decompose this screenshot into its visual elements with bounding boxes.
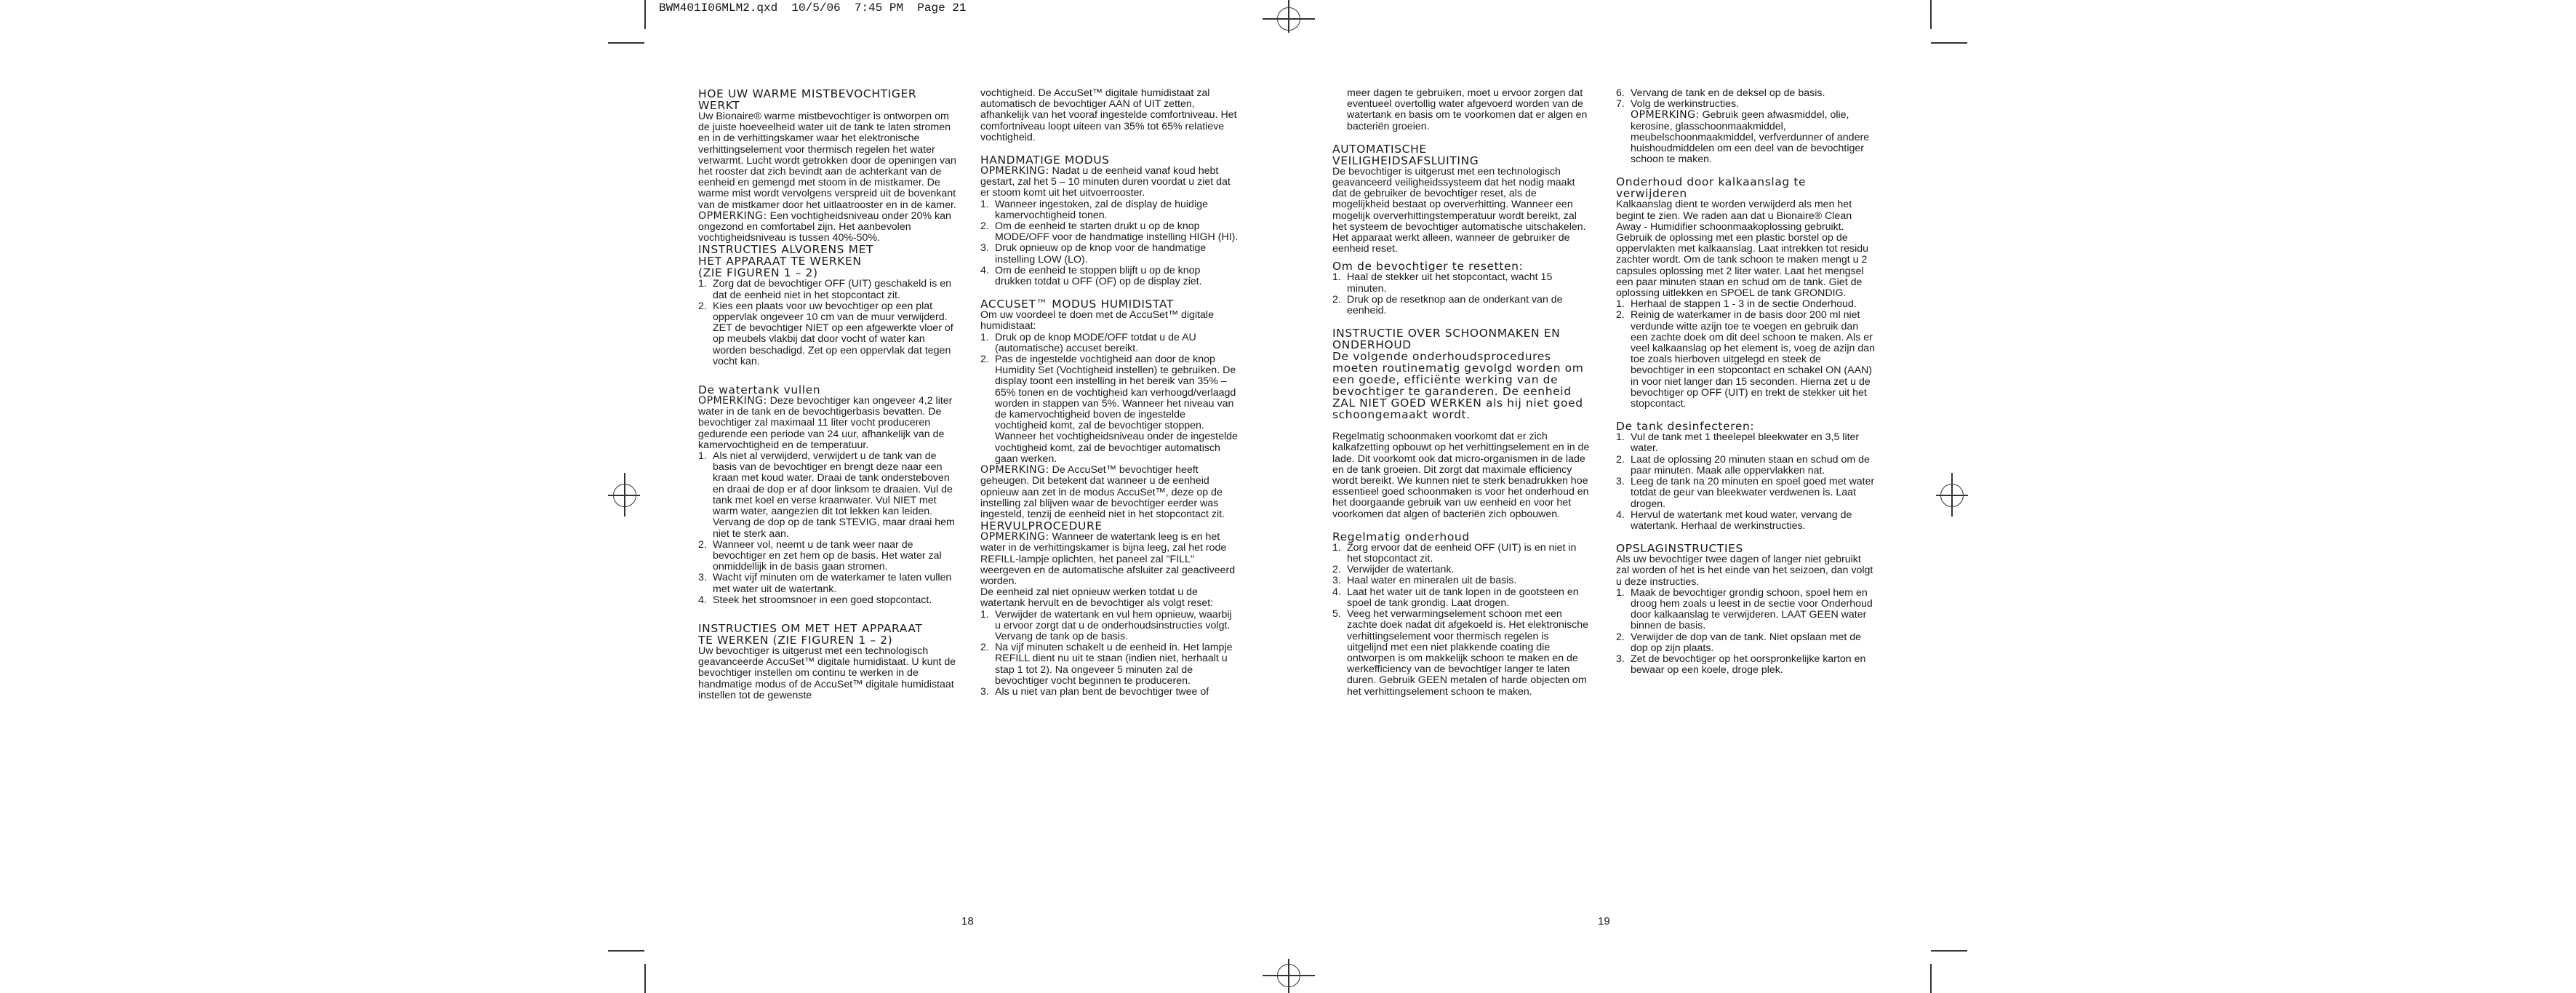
list-item: 1. Verwijder de watertank en vul hem opnieuw, waarbij u ervoor zorgt dat u de onderhoudsinstructies volgt. Vervang de tank op de basis. [980,608,1232,642]
list-item: 1. Herhaal de stappen 1 - 3 in de sectie Onderhoud. [1616,298,1857,311]
paragraph: Uw Bionaire® warme mistbevochtiger is ontworpen om de juiste hoeveelheid water uit de tank te laten stromen en in de verhittingskamer waar het elektronische verhittingselement voor thermisch regelen het water verwarmt. Lucht wordt getrokken door de openingen van het rooster dat zich bevindt aan de achterkant van de eenheid en gemengd met stoom in de mistkamer. De warme mist wordt vervolgens verspreid uit de bovenkant van de mistkamer door het uitlaatrooster en in de kamer. [698,111,956,211]
list-item: 2. Pas de ingestelde vochtigheid aan door de knop Humidity Set (Vochtigheid instellen) te gebruiken. De display toont een instelling in het bereik van 35% – 65% tonen en de vochtigheid kan verhoogd/verlaagd worden in stappen van 5%. Wanneer het niveau van de kamervochtigheid boven de ingestelde vochtigheid komt, zal de bevochtiger stoppen. Wanneer het vochtigheidsniveau onder de ingestelde vochtigheid komt, zal de bevochtiger automatisch gaan werken. [980,354,1238,465]
list-accuset [980,332,1239,465]
note-text: Gebruik geen afwasmiddel, olie, kerosine, glasschoonmaakmiddel, meubelschoonmaakmiddel, verfverdunner of andere huishoudmiddelen om een deel van de bevochtiger schoon te maken. [1631,109,1870,166]
crop-mark [608,950,644,952]
note-text: Een vochtigheidsniveau onder 20% kan ongezond en comfortabel zijn. Het aanbevolen vochtigheidsniveau is tussen 40%-50%. [698,210,951,244]
list-item: 2. Laat de oplossing 20 minuten staan en schud om de paar minuten. Maak alle oppervlakken nat. [1616,453,1870,476]
list-item: 4. Hervul de watertank met koud water, vervang de watertank. Herhaal de werkinstructies. [1616,509,1852,532]
note [1616,110,1875,165]
heading-disinfect: De tank desinfecteren: [1616,420,1755,434]
list-item: 3. Zet de bevochtiger op het oorspronkelijke karton en bewaar op een koele, droge plek. [1616,653,1866,677]
crop-mark [1930,964,1932,993]
paragraph: meer dagen te gebruiken, moet u ervoor zorgen dat eventueel overtollig water afgevoerd worden van de watertank en basis om te voorkomen dat er algen en bacteriën groeien. [1347,87,1588,132]
list-item: 1. Vul de tank met 1 theelepel bleekwater en 3,5 liter water. [1616,431,1860,455]
list-item: 2. Verwijder de dop van de tank. Niet opslaan met de dop op zijn plaats. [1616,631,1862,654]
paragraph: Als uw bevochtiger twee dagen of langer niet gebruikt zal worden of het is het einde van het seizoen, dan volgt u deze instructies. [1616,554,1873,588]
list-item: 1. Als niet al verwijderd, verwijdert u de tank van de basis van de bevochtiger en brengt deze naar een kraan met koud water. Draai de tank ondersteboven en draai de dop er af door linksom te draaien. Vul de tank met koel en verse kraanwater. Vul NIET met warm water, aangezien dit tot lekken kan leiden. Vervang de dop op de tank STEVIG, maar draai hem niet te sterk aan. [698,450,955,540]
list-item: 2. Kies een plaats voor uw bevochtiger op een plat oppervlak ongeveer 10 cm van de muur verwijderd. ZET de bevochtiger NIET op een afgewerkte vloer of op meubels vlakbij dat door vocht of water kan worden beschadigd. Zet op een oppervlak dat tegen vocht kan. [698,300,953,367]
heading-descaling: Onderhoud door kalkaanslag te verwijderen [1616,175,1807,201]
heading-storage: OPSLAGINSTRUCTIES [1616,542,1744,556]
list-item: 3. Haal water en mineralen uit de basis. [1332,575,1517,587]
list-item: 2. Reinig de waterkamer in de basis door 200 ml niet verdunde witte azijn toe te voegen en gebruik dan een zachte doek om dit deel schoon te maken. Als er veel kalkaanslag op het element is, voeg de azijn dan toe zoals hierboven uitgelegd en steek de bevochtiger in een stopcontact en schakel ON (AAN) in voor niet langer dan 15 seconden. Hierna zet u de bevochtiger op OFF (UIT) en trekt de stekker uit het stopcontact. [1616,309,1875,410]
list-storage [1616,588,1875,677]
paragraph: vochtigheid. De AccuSet™ digitale humidistaat zal automatisch de bevochtiger AAN of UIT zetten, afhankelijk van het vooraf ingestelde comfortniveau. Het comfortniveau loopt uiteen van 35% tot 65% relatieve vochtigheid. [980,87,1237,143]
crop-mark [1931,950,1967,952]
note [980,166,1239,199]
list-disinfect [1616,432,1875,532]
list-item: 3. Wacht vijf minuten om de waterkamer te laten vullen met water uit de watertank. [698,572,952,595]
heading-before-use: INSTRUCTIES ALVORENS MET HET APPARAAT TE WERKEN (ZIE FIGUREN 1 – 2) [698,243,874,280]
list-item: 1. Zorg dat de bevochtiger OFF (UIT) geschakeld is en dat de eenheid niet in het stopcontact zit. [698,278,952,301]
list-item: 6. Vervang de tank en de deksel op de basis. [1616,87,1825,99]
list-item: 7. Volg de werkinstructies. [1616,98,1740,111]
page-number-right: 19 [1598,915,1610,928]
heading-operating: INSTRUCTIES OM MET HET APPARAAT TE WERKEN (ZIE FIGUREN 1 – 2) [698,621,923,647]
list-item: 1. Maak de bevochtiger grondig schoon, spoel hem en droog hem zoals u leest in de sectie voor Onderhoud door kalkaanslag te verwijderen. LAAT GEEN water binnen de basis. [1616,586,1873,632]
paragraph: Uw bevochtiger is uitgerust met een technologisch geavanceerde AccuSet™ digitale humidistaat. U kunt de bevochtiger instellen om continu te werken in de handmatige modus of de AccuSet™ digitale humidistaat instellen tot de gewenste [698,645,956,701]
note-text: Nadat u de eenheid vanaf koud hebt gestart, zal het 5 – 10 minuten duren voordat u ziet dat er stoom komt uit het uitvoerrooster. [980,165,1231,199]
crop-mark [1930,0,1932,29]
paragraph: Kalkaanslag dient te worden verwijderd als men het begint te zien. We raden aan dat u Bionaire® Clean Away - Humidifier schoonmaakoplossing gebruikt. Gebruik de oplossing met een plastic borstel op de oppervlakten met kalkaanslag. Laat intrekken tot residu zachter wordt. Om de tank schoon te maken mengt u 2 capsules oplossing met 2 liter water. Laat het mengsel een paar minuten staan en schud om de tank. Giet de oplossing uitlekken en SPOEL de tank GRONDIG. [1616,199,1869,300]
list-descaling [1616,299,1875,410]
file-slug: BWM401I06MLM2.qxd 10/5/06 7:45 PM Page 21 [659,1,967,15]
note-label: OPMERKING: [980,531,1049,543]
crop-mark [644,964,646,993]
note [698,211,957,244]
note-text: Wanneer de watertank leeg is en het water in de verhittingskamer is bijna leeg, zal het rode REFILL-lampje oplichten, het paneel zal "FILL" weergeven en de automatische afsluiter zal geactiveerd worden. [980,531,1236,587]
list-item: 5. Veeg het verwarmingselement schoon met een zachte doek nadat dit afgekoeld is. Het elektronische verhittingselement voor thermisch regelen is uitgelijnd met een niet plakkende coating die ontworpen is om makkelijk schoon te maken en de werkefficiency van de bevochtiger langer te laten duren. Gebruik GEEN metalen of harde objecten om het verhittingselement schoon te maken. [1332,608,1589,698]
list-continued [1616,88,1875,110]
note-label: OPMERKING: [698,395,767,407]
list-maintenance [1332,543,1591,698]
column-3 [1332,88,1591,698]
list-item: 2. Verwijder de watertank. [1332,564,1455,576]
crop-mark [1931,42,1967,44]
list-item: 1. Wanneer ingestoken, zal de display de huidige kamervochtigheid tonen. [980,198,1208,221]
heading-manual-mode: HANDMATIGE MODUS [980,153,1110,167]
paragraph: Regelmatig schoonmaken voorkomt dat er zich kalkafzetting opbouwt op het verhittingselement en in de lade. Dit voorkomt ook dat micro-organismen in de lade en de tank groeien. Dit zorgt dat maximale efficiency wordt bereikt. We kunnen niet te sterk benadrukken hoe essentieel goed schoonmaken is voor het onderhoud en het doorgaande gebruik van uw eenheid en voor het voorkomen dat algen of bacteriën zich opbouwen. [1332,431,1590,520]
cleaning-intro: De volgende onderhoudsprocedures moeten routinematig gevolgd worden om een goede, efficiënte werking van de bevochtiger te garanderen. De eenheid ZAL NIET GOED WERKEN als hij niet goed schoongemaakt wordt. [1332,350,1584,422]
page-number-left: 18 [961,915,974,928]
list-item: 4. Om de eenheid te stoppen blijft u op de knop drukken totdat u OFF (OF) op de display ziet. [980,264,1202,288]
note-label: OPMERKING: [698,210,767,222]
list-item: 3. Leeg de tank na 20 minuten en spoel goed met water totdat de geur van bleekwater verdwenen is. Laat drogen. [1616,476,1875,510]
crop-mark [644,0,646,29]
heading-accuset-mode: ACCUSET™ MODUS HUMIDISTAT [980,298,1174,311]
heading-refill: HERVULPROCEDURE [980,519,1103,533]
note [980,532,1239,587]
note [698,396,957,451]
list-item: 3. Als u niet van plan bent de bevochtiger twee of [980,685,1209,698]
heading-reset: Om de bevochtiger te resetten: [1332,260,1524,274]
heading-fill-tank: De watertank vullen [698,383,821,397]
column-1 [698,88,957,701]
heading-auto-shutoff: AUTOMATISCHE VEILIGHEIDSAFSLUITING [1332,142,1479,167]
list-before-use [698,279,957,367]
list-item: 2. Om de eenheid te starten drukt u op de knop MODE/OFF voor de handmatige instelling HIGH (HI). [980,220,1239,244]
note [980,465,1239,520]
note-text: Deze bevochtiger kan ongeveer 4,2 liter water in de tank en de bevochtigerbasis bevatten. De bevochtiger zal maximaal 11 liter vocht produceren gedurende een periode van 24 uur, afhankelijk van de kamervochtigheid en de temperatuur. [698,395,953,451]
note-text: De AccuSet™ bevochtiger heeft geheugen. Dit betekent dat wanneer u de eenheid opnieuw aan zet in de modus AccuSet™, deze op de instelling zal blijven waar de bevochtiger eerder was ingesteld, tenzij de eenheid niet in het stopcontact zit. [980,464,1225,520]
heading-how-it-works: HOE UW WARME MISTBEVOCHTIGER WERKT [698,87,917,112]
list-item: 4. Steek het stroomsnoer in een goed stopcontact. [698,594,932,606]
list-item: 1. Druk op de knop MODE/OFF totdat u de AU (automatische) accuset bereikt. [980,331,1196,354]
list-item: 2. Druk op de resetknop aan de onderkant van de eenheid. [1332,293,1563,317]
list-item: 1. Haal de stekker uit het stopcontact, wacht 15 minuten. [1332,271,1553,295]
note-label: OPMERKING: [1631,109,1700,121]
list-item: 2. Wanneer vol, neemt u de tank weer naar de bevochtiger en zet hem op de basis. Het water zal onmiddellijk in de basis gaan stromen. [698,538,942,573]
column-4 [1616,88,1875,676]
note-label: OPMERKING: [980,464,1049,476]
list-refill [980,610,1239,698]
paragraph: De bevochtiger is uitgerust met een technologisch geavanceerd veiligheidssysteem dat het nodig maakt dat de gebruiker de bevochtiger reset, als de mogelijkheid bestaat op oververhitting. Wanneer een mogelijk oververhittingstemperatuur wordt bereikt, zal het systeem de bevochtiger automatische uitschakelen. [1332,165,1586,233]
paragraph: De eenheid zal niet opnieuw werken totdat u de watertank hervult en de bevochtiger als volgt reset: [980,586,1214,610]
crop-mark [608,42,644,44]
list-item: 3. Druk opnieuw op de knop voor de handmatige instelling LOW (LO). [980,242,1207,266]
list-fill-tank [698,451,957,606]
list-item: 1. Zorg ervoor dat de eenheid OFF (UIT) is en niet in het stopcontact zit. [1332,541,1577,565]
list-reset [1332,272,1591,316]
heading-regular-maintenance: Regelmatig onderhoud [1332,530,1470,543]
note-label: OPMERKING: [980,165,1049,178]
column-2 [980,88,1239,698]
list-item: 2. Na vijf minuten schakelt u de eenheid in. Het lampje REFILL dient nu uit te staan (indien niet, herhaalt u stap 1 tot 2). Na ongeveer 5 minuten zal de bevochtiger vocht beginnen te produceren. [980,642,1233,687]
paragraph: Om uw voordeel te doen met de AccuSet™ digitale humidistaat: [980,309,1214,332]
list-manual-mode [980,199,1239,288]
heading-cleaning: INSTRUCTIE OVER SCHOONMAKEN EN ONDERHOUD [1332,327,1561,352]
list-item: 4. Laat het water uit de tank lopen in de gootsteen en spoel de tank grondig. Laat drogen. [1332,586,1579,609]
paragraph: Het apparaat werkt alleen, wanneer de gebruiker de eenheid reset. [1332,232,1570,255]
